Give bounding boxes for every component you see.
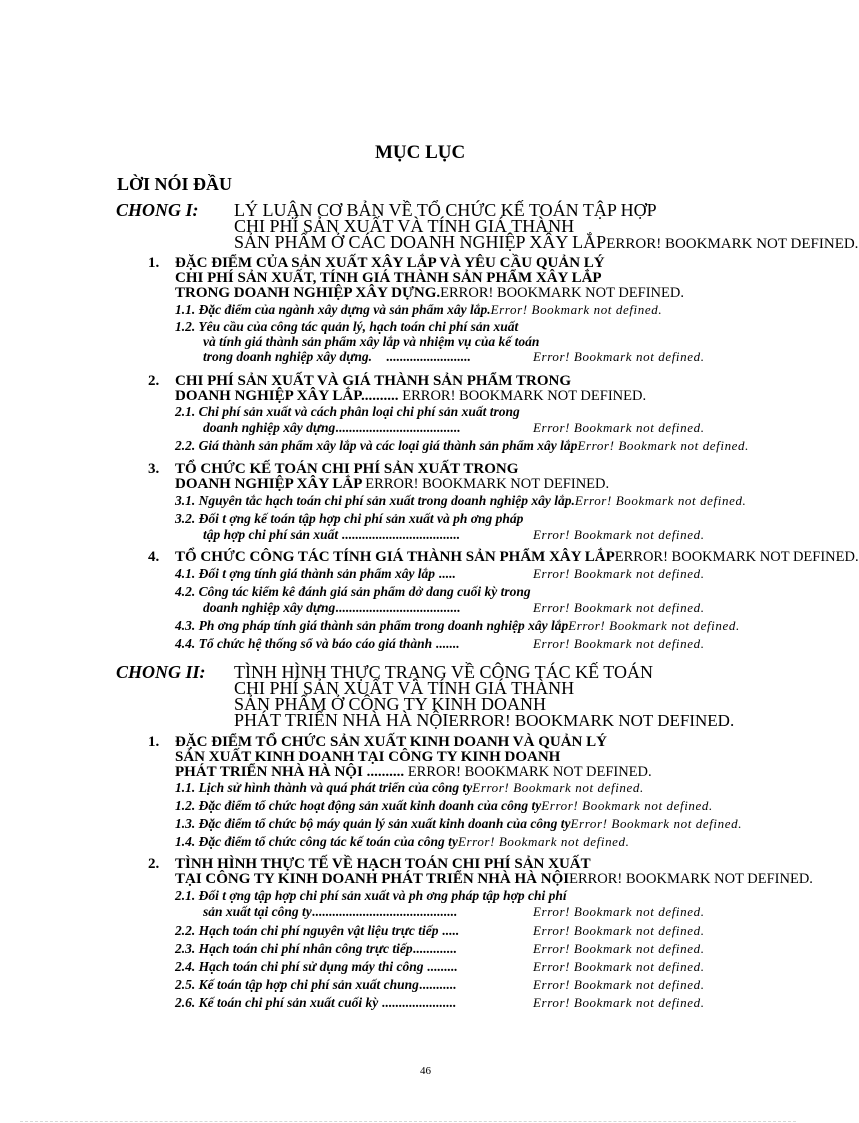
section-1-3-number: 3. (148, 461, 160, 477)
toc-subentry-2-1-4: 1.4. Đặc điểm tổ chức công tác kế toán của công tyError! Bookmark not defined. (175, 834, 630, 849)
subentry-bookmark-error: Error! Bookmark not defined. (541, 798, 713, 813)
toc-subentry-4-2-line-1: 4.2. Công tác kiểm kê đánh giá sản phẩm dở dang cuối kỳ trong (175, 584, 531, 599)
section-1-1-title-line-3: TRONG DOANH NGHIỆP XÂY DỰNG.ERROR! BOOKMARK NOT DEFINED. (175, 285, 684, 301)
section-1-1-number: 1. (148, 255, 160, 271)
subentry-bookmark-error: Error! Bookmark not defined. (574, 493, 747, 508)
chapter-2-title-line-4: PHÁT TRIỂN NHÀ HÀ NỘIERROR! BOOKMARK NOT DEFINED. (234, 710, 735, 730)
toc-subentry-2-2: 2.2. Giá thành sản phẩm xây lắp và các loại giá thành sản phẩm xây lắpError! Bookmark not defined. (175, 438, 750, 453)
toc-leader-dots: .......... (362, 764, 405, 780)
toc-leader-dots: ...................... (378, 995, 456, 1010)
toc-subentry-1-2-line-2: và tính giá thành sản phẩm xây lắp và nhiệm vụ của kế toán (203, 334, 540, 349)
toc-subentry-2-2-1-line-2: sản xuất tại công ty........................................... (203, 904, 457, 919)
chapter-2-title-line-1: TÌNH HÌNH THỰC TRẠNG VỀ CÔNG TÁC KẾ TOÁN (234, 662, 653, 682)
subentry-bookmark-error: Error! Bookmark not defined. (568, 618, 740, 633)
section-2-2-title-line-2: TẠI CÔNG TY KINH DOANH PHÁT TRIỂN NHÀ HÀ NỘIERROR! BOOKMARK NOT DEFINED. (175, 871, 813, 887)
subentry-bookmark-error: Error! Bookmark not defined. (472, 780, 644, 795)
toc-subentry-4-1: 4.1. Đối t ợng tính giá thành sản phẩm xây lắp ..... (175, 566, 456, 581)
toc-title: MỤC LỤC (375, 142, 466, 163)
toc-leader-dots: ........................................... (311, 904, 457, 919)
page-bottom-divider (20, 1121, 796, 1122)
subentry-bookmark-error: Error! Bookmark not defined. (533, 995, 705, 1010)
chapter-2-label: CHONG II: (116, 662, 206, 682)
chapter-1-bookmark-error: ERROR! BOOKMARK NOT DEFINED. (606, 236, 859, 252)
section-1-1-bookmark-error: ERROR! BOOKMARK NOT DEFINED. (440, 285, 684, 301)
section-1-2-bookmark-error: ERROR! BOOKMARK NOT DEFINED. (402, 388, 647, 404)
page-number: 46 (420, 1065, 431, 1077)
toc-subentry-4-3: 4.3. Ph ơng pháp tính giá thành sản phẩm trong doanh nghiệp xây lắpError! Bookmark not defined. (175, 618, 740, 633)
subentry-bookmark-error: Error! Bookmark not defined. (457, 834, 630, 849)
toc-subentry-3-2-line-2: tập hợp chi phí sản xuất ................................... (203, 527, 460, 542)
toc-subentry-3-2-line-1: 3.2. Đối t ợng kế toán tập hợp chi phí sản xuất và ph ơng pháp (175, 511, 524, 526)
toc-leader-dots: ................................... (338, 527, 460, 542)
toc-subentry-3-1: 3.1. Nguyên tắc hạch toán chi phí sản xuất trong doanh nghiệp xây lắp.Error! Bookmark not defined. (175, 493, 747, 508)
section-2-1-bookmark-error: ERROR! BOOKMARK NOT DEFINED. (407, 764, 652, 780)
subentry-bookmark-error: Error! Bookmark not defined. (533, 923, 705, 938)
toc-leader-dots: ..... (438, 923, 459, 938)
section-2-2-bookmark-error: ERROR! BOOKMARK NOT DEFINED. (569, 871, 813, 887)
subentry-bookmark-error: Error! Bookmark not defined. (533, 904, 705, 919)
subentry-bookmark-error: Error! Bookmark not defined. (533, 941, 705, 956)
toc-subentry-2-1-1: 1.1. Lịch sử hình thành và quá phát triển của công tyError! Bookmark not defined. (175, 780, 644, 795)
chapter-2-title-line-3: SẢN PHẨM Ở CÔNG TY KINH DOANH (234, 694, 547, 714)
toc-subentry-2-2-2: 2.2. Hạch toán chi phí nguyên vật liệu trực tiếp ..... (175, 923, 459, 938)
section-1-4-bookmark-error: ERROR! BOOKMARK NOT DEFINED. (614, 549, 859, 565)
toc-leader-dots: ........... (418, 977, 457, 992)
subentry-bookmark-error: Error! Bookmark not defined. (490, 302, 663, 317)
section-2-2-title-line-1: TÌNH HÌNH THỰC TẾ VỀ HẠCH TOÁN CHI PHÍ SẢN XUẤT (175, 856, 591, 872)
subentry-bookmark-error: Error! Bookmark not defined. (533, 636, 705, 651)
toc-subentry-2-2-1-line-1: 2.1. Đối t ợng tập hợp chi phí sản xuất và ph ơng pháp tập hợp chi phí (175, 888, 567, 903)
subentry-bookmark-error: Error! Bookmark not defined. (533, 977, 705, 992)
chapter-1-title-line-3: SẢN PHẨM Ở CÁC DOANH NGHIỆP XÂY LẮPERROR! BOOKMARK NOT DEFINED. (234, 232, 859, 252)
toc-subentry-1-2-line-1: 1.2. Yêu cầu của công tác quản lý, hạch toán chi phí sản xuất (175, 319, 519, 334)
toc-subentry-2-2-6: 2.6. Kế toán chi phí sản xuất cuối kỳ ...................... (175, 995, 456, 1010)
toc-leader-dots: ....... (432, 636, 460, 651)
subentry-bookmark-error: Error! Bookmark not defined. (533, 600, 705, 615)
subentry-bookmark-error: Error! Bookmark not defined. (570, 816, 743, 831)
toc-leader-dots: ............. (412, 941, 457, 956)
toc-leader-dots: ..................................... (335, 420, 461, 435)
section-1-3-title-line-1: TỔ CHỨC KẾ TOÁN CHI PHÍ SẢN XUẤT TRONG (175, 461, 519, 477)
toc-subentry-2-1-line-2: doanh nghiệp xây dựng..................................... (203, 420, 461, 435)
section-1-4-title: TỔ CHỨC CÔNG TÁC TÍNH GIÁ THÀNH SẢN PHẨM XÂY LẮPERROR! BOOKMARK NOT DEFINED. (175, 549, 859, 565)
section-1-3-bookmark-error: ERROR! BOOKMARK NOT DEFINED. (365, 476, 610, 492)
toc-leader-dots: ..... (435, 566, 456, 581)
section-1-2-title-line-1: CHI PHÍ SẢN XUẤT VÀ GIÁ THÀNH SẢN PHẨM TRONG (175, 373, 572, 389)
chapter-2-bookmark-error: ERROR! BOOKMARK NOT DEFINED. (448, 711, 735, 730)
toc-leader-dots: .......... (361, 388, 399, 404)
subentry-bookmark-error: Error! Bookmark not defined. (533, 527, 705, 542)
toc-subentry-2-1-2: 1.2. Đặc điểm tổ chức hoạt động sản xuất kinh doanh của công tyError! Bookmark not defined. (175, 798, 713, 813)
toc-subentry-1-2-line-3: trong doanh nghiệp xây dựng. (203, 349, 373, 364)
toc-subentry-2-2-5: 2.5. Kế toán tập hợp chi phí sản xuất chung........... (175, 977, 457, 992)
toc-subentry-2-1-line-1: 2.1. Chi phí sản xuất và cách phân loại chi phí sản xuất trong (175, 404, 520, 419)
section-1-1-title-line-2: CHI PHÍ SẢN XUẤT, TÍNH GIÁ THÀNH SẢN PHẨM XÂY LẮP (175, 270, 602, 286)
subentry-bookmark-error: Error! Bookmark not defined. (533, 959, 705, 974)
section-1-2-number: 2. (148, 373, 160, 389)
toc-leader-dots: ......... (423, 959, 458, 974)
section-2-1-number: 1. (148, 734, 160, 750)
chapter-1-title-line-1: LÝ LUẬN CƠ BẢN VỀ TỔ CHỨC KẾ TOÁN TẬP HỢP (234, 200, 657, 220)
toc-entry-preface: LỜI NÓI ĐẦU (117, 174, 233, 194)
toc-leader-dots: ..................................... (335, 600, 461, 615)
section-2-1-title-line-3: PHÁT TRIỂN NHÀ HÀ NỘI .......... ERROR! BOOKMARK NOT DEFINED. (175, 764, 652, 780)
section-1-1-title-line-1: ĐẶC ĐIỂM CỦA SẢN XUẤT XÂY LẮP VÀ YÊU CẦU QUẢN LÝ (175, 255, 605, 271)
toc-subentry-2-1-3: 1.3. Đặc điểm tổ chức bộ máy quản lý sản xuất kinh doanh của công tyError! Bookmark not defined. (175, 816, 743, 831)
section-2-1-title-line-1: ĐẶC ĐIỂM TỔ CHỨC SẢN XUẤT KINH DOANH VÀ QUẢN LÝ (175, 734, 607, 750)
toc-subentry-2-2-4: 2.4. Hạch toán chi phí sử dụng máy thi công ......... (175, 959, 458, 974)
subentry-bookmark-error: Error! Bookmark not defined. (533, 349, 705, 364)
subentry-bookmark-error: Error! Bookmark not defined. (533, 420, 705, 435)
toc-subentry-2-2-3: 2.3. Hạch toán chi phí nhân công trực tiếp............. (175, 941, 457, 956)
section-2-2-number: 2. (148, 856, 160, 872)
chapter-1-title-line-2: CHI PHÍ SẢN XUẤT VÀ TÍNH GIÁ THÀNH (234, 216, 575, 236)
toc-subentry-1-1: 1.1. Đặc điểm của ngành xây dựng và sản phẩm xây lắp.Error! Bookmark not defined. (175, 302, 663, 317)
toc-subentry-4-4: 4.4. Tổ chức hệ thống sổ và báo cáo giá thành ....... (175, 636, 460, 651)
section-2-1-title-line-2: SẢN XUẤT KINH DOANH TẠI CÔNG TY KINH DOANH (175, 749, 561, 765)
subentry-bookmark-error: Error! Bookmark not defined. (577, 438, 750, 453)
chapter-2-title-line-2: CHI PHÍ SẢN XUẤT VÀ TÍNH GIÁ THÀNH (234, 678, 575, 698)
section-1-4-number: 4. (148, 549, 160, 565)
subentry-bookmark-error: Error! Bookmark not defined. (533, 566, 705, 581)
chapter-1-label: CHONG I: (116, 200, 199, 220)
section-1-2-title-line-2: DOANH NGHIỆP XÂY LẮP.......... ERROR! BOOKMARK NOT DEFINED. (175, 388, 647, 404)
toc-subentry-4-2-line-2: doanh nghiệp xây dựng..................................... (203, 600, 461, 615)
section-1-3-title-line-2: DOANH NGHIỆP XÂY LẮP ERROR! BOOKMARK NOT DEFINED. (175, 476, 610, 492)
toc-leader-dots: ......................... (386, 349, 471, 364)
